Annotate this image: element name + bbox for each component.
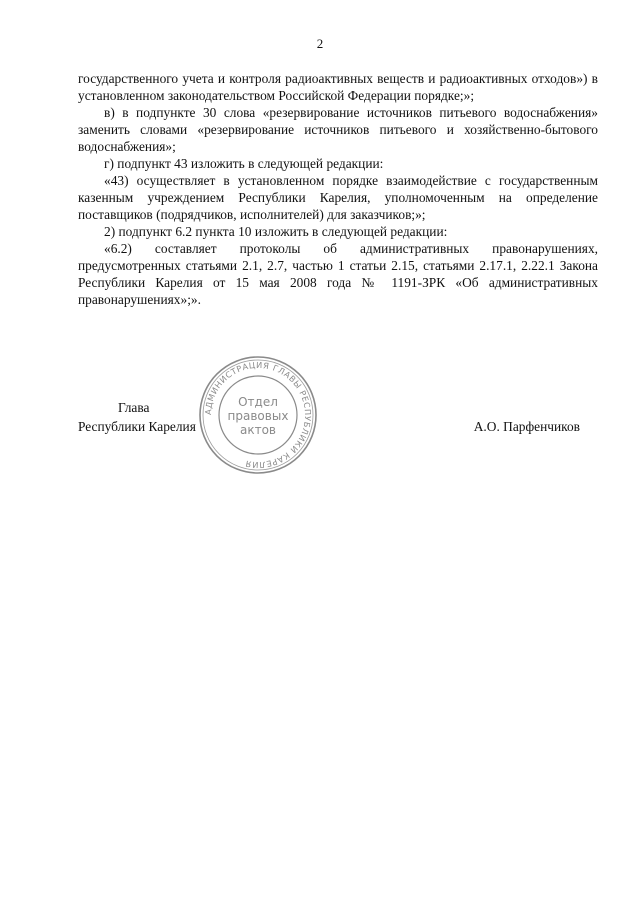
paragraph: 2) подпункт 6.2 пункта 10 изложить в следующей редакции:	[104, 224, 448, 239]
svg-text:правовых: правовых	[227, 409, 289, 423]
paragraph: государственного учета и контроля радиоактивных веществ и радиоактивных отходов») в установленном законодательством Российской Федерации порядке;»;	[78, 71, 598, 103]
signatory-name: А.О. Парфенчиков	[473, 419, 580, 434]
svg-text:АДМИНИСТРАЦИЯ ГЛАВЫ РЕСПУБЛИКИ: АДМИНИСТРАЦИЯ ГЛАВЫ РЕСПУБЛИКИ КАРЕЛИЯ	[202, 359, 314, 471]
paragraph: «6.2) составляет протоколы об административных правонарушениях, предусмотренных статьями 2.1, 2.7, частью 1 статьи 2.15, статьями 2.17.1, 2.22.1 Закона Республики Карелия от 15 мая 2008 года № 1191-ЗРК «Об административных правонарушениях»;».	[78, 241, 598, 307]
svg-text:Отдел: Отдел	[238, 395, 278, 409]
page-number: 2	[316, 36, 324, 51]
signature-block	[78, 399, 598, 459]
signatory-title: Глава	[118, 400, 150, 415]
document-body	[78, 70, 598, 308]
svg-text:актов: актов	[239, 423, 277, 437]
signatory-organization: Республики Карелия	[78, 419, 196, 434]
paragraph: г) подпункт 43 изложить в следующей редакции:	[104, 156, 384, 171]
paragraph: «43) осуществляет в установленном порядке взаимодействие с государственным казенным учреждением Республики Карелия, уполномоченным на определение поставщиков (подрядчиков, исполнителей) для заказчиков;»;	[78, 173, 598, 222]
paragraph: в) в подпункте 30 слова «резервирование источников питьевого водоснабжения» заменить словами «резервирование источников питьевого и хозяйственно-бытового водоснабжения»;	[78, 105, 598, 154]
